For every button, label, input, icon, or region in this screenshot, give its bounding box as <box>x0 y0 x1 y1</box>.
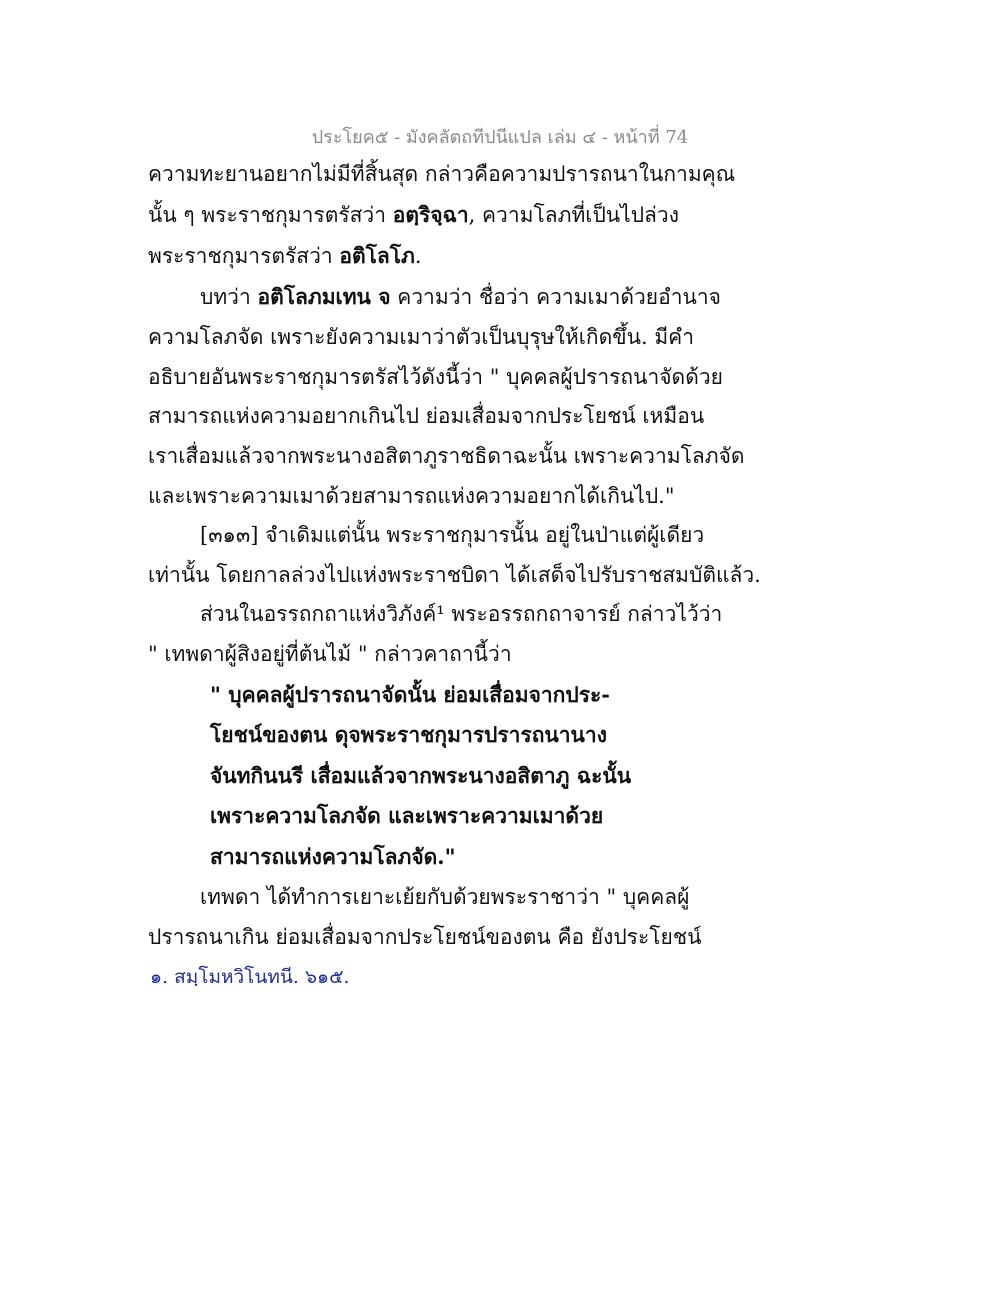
text-line: เราเสื่อมแล้วจากพระนางอสิตาภูราชธิดาฉะนั้น เพราะความโลภจัด <box>148 444 745 468</box>
verse-line: " บุคคลผู้ปรารถนาจัดนั้น ย่อมเสื่อมจากประ- <box>210 682 610 707</box>
text-line <box>148 242 422 270</box>
text-line: และเพราะความเมาด้วยสามารถแห่งความอยากได้เกินไป." <box>148 484 675 508</box>
text-line: เทพดา ได้ทำการเยาะเย้ยกับด้วยพระราชาว่า " บุคคลผู้ <box>200 885 690 909</box>
pali-term: อติโลโภ <box>339 243 415 268</box>
text-line: สามารถแห่งความอยากเกินไป ย่อมเสื่อมจากประโยชน์ เหมือน <box>148 404 705 428</box>
text-line: ความทะยานอยากไม่มีที่สิ้นสุด กล่าวคือความปรารถนาในกามคุณ <box>148 162 736 186</box>
text-line <box>200 283 721 311</box>
text-line: " เทพดาผู้สิงอยู่ที่ต้นไม้ " กล่าวคาถานี้ว่า <box>148 642 512 666</box>
text-span: บทว่า <box>200 285 251 309</box>
text-span: ความว่า ชื่อว่า ความเมาด้วยอำนาจ <box>397 285 721 309</box>
verse-line: โยชน์ของตน ดุจพระราชกุมารปรารถนานาง <box>210 722 607 747</box>
text-line: ปรารถนาเกิน ย่อมเสื่อมจากประโยชน์ของตน คือ ยังประโยชน์ <box>148 925 702 949</box>
text-line: [๓๑๓] จำเดิมแต่นั้น พระราชกุมารนั้น อยู่ในป่าแต่ผู้เดียว <box>200 523 705 547</box>
verse-line: จันทกินนรี เสื่อมแล้วจากพระนางอสิตาภู ฉะนั้น <box>210 763 632 788</box>
text-span: . <box>414 244 422 268</box>
text-line <box>148 201 679 229</box>
verse-line: สามารถแห่งความโลภจัด." <box>210 844 456 869</box>
footnote: ๑. สมฺโมหวิโนทนี. ๖๑๕. <box>150 966 350 988</box>
text-line: อธิบายอันพระราชกุมารตรัสไว้ดังนี้ว่า " บุคคลผู้ปรารถนาจัดด้วย <box>148 365 723 389</box>
text-line: ส่วนในอรรถกถาแห่งวิภังค์¹ พระอรรถกถาจารย์ กล่าวไว้ว่า <box>200 602 723 626</box>
verse-line: เพราะความโลภจัด และเพราะความเมาด้วย <box>210 803 604 828</box>
pali-term: อติโลภมเทน จ <box>257 284 391 309</box>
text-span: นั้น ๆ พระราชกุมารตรัสว่า <box>148 203 387 227</box>
pali-term: อตฺริจฺฉา <box>392 202 469 227</box>
text-span: พระราชกุมารตรัสว่า <box>148 244 333 268</box>
text-span: , ความโลภที่เป็นไปล่วง <box>468 203 679 227</box>
text-line: ความโลภจัด เพราะยังความเมาว่าตัวเป็นบุรุษให้เกิดขึ้น. มีคำ <box>148 325 694 349</box>
page-header: ประโยค๕ - มังคลัตถทีปนีแปล เล่ม ๔ - หน้าที่ 74 <box>311 127 689 148</box>
text-line: เท่านั้น โดยกาลล่วงไปแห่งพระราชบิดา ได้เสด็จไปรับราชสมบัติแล้ว. <box>148 563 761 587</box>
